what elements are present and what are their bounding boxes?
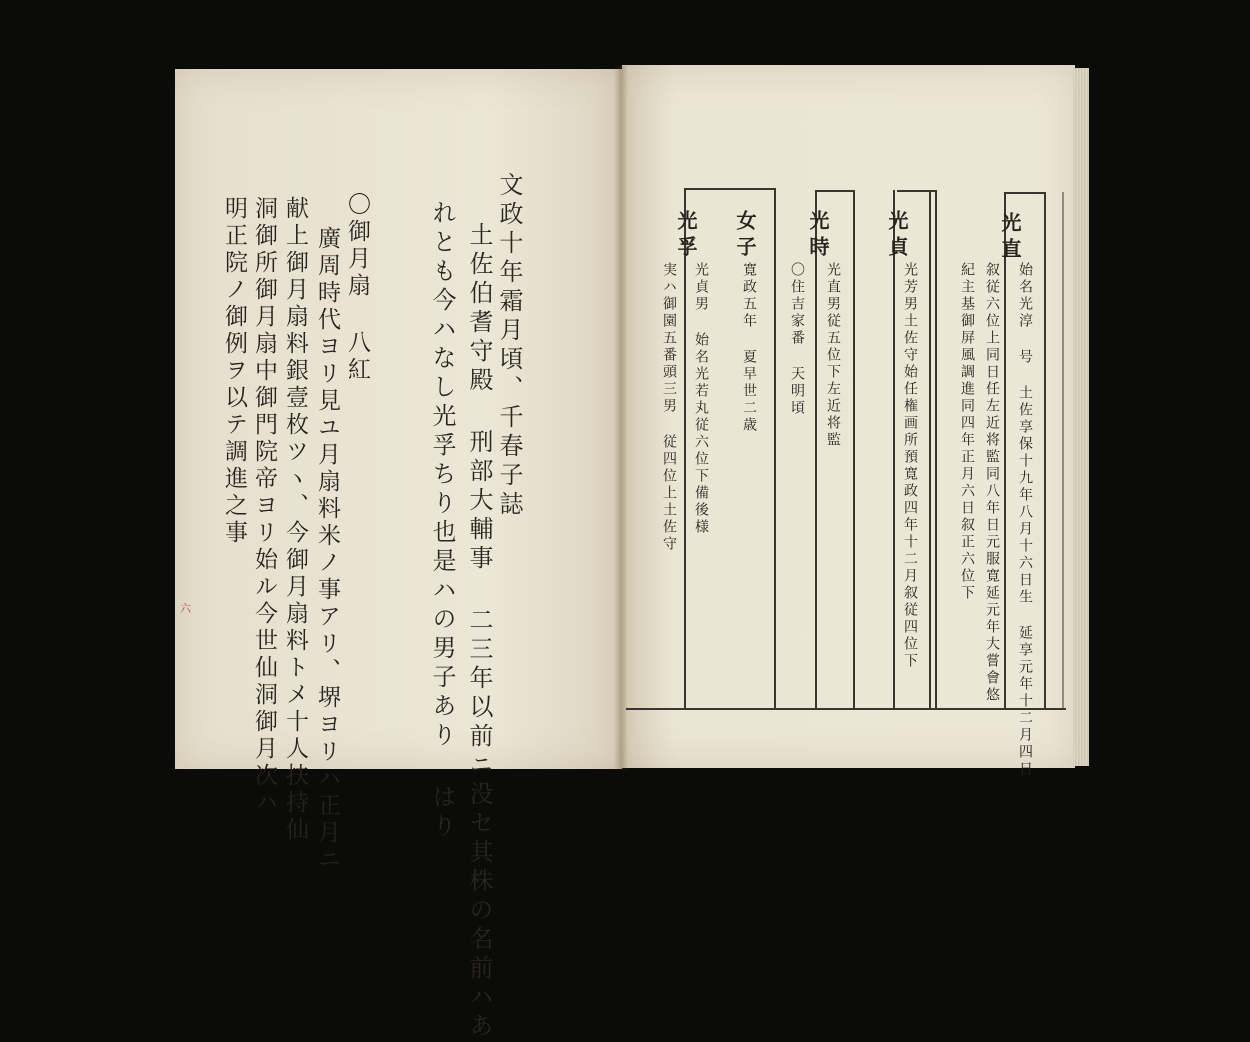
book-gutter bbox=[614, 66, 628, 770]
left-line-8: 明正院ノ御例ヲ以テ調進之事 bbox=[221, 196, 247, 547]
entry-detail-line: 〇住吉家番 天明頃 bbox=[789, 262, 805, 417]
left-line-5: 廣周時代ヨリ見ユ月扇料米ノ事アリ、堺ヨリハ正月ニ bbox=[314, 226, 340, 874]
entry-detail-line: 始名光淳 号 土佐享保十九年八月十六日生 延享元年十二月四日 bbox=[1017, 262, 1033, 778]
genealogy-rule bbox=[1004, 192, 1046, 194]
page-edges bbox=[1073, 68, 1089, 766]
genealogy-rule bbox=[935, 190, 937, 708]
genealogy-rule bbox=[817, 190, 855, 192]
right-page bbox=[622, 65, 1075, 768]
genealogy-rule bbox=[929, 190, 931, 708]
genealogy-rule bbox=[626, 708, 1066, 710]
genealogy-rule bbox=[1062, 192, 1064, 708]
genealogy-rule bbox=[893, 190, 895, 708]
left-line-1: 文政十年霜月頃、千春子誌 bbox=[495, 172, 523, 520]
entry-name-daughter: 女子 bbox=[733, 210, 757, 262]
genealogy-rule bbox=[1004, 192, 1006, 708]
entry-detail-line: 光芳男土佐守始任権画所預寛政四年十二月叙従四位下 bbox=[902, 262, 918, 670]
genealogy-rule bbox=[853, 190, 855, 708]
entry-detail-line: 叙従六位上同日任左近将監同八年日元服寛延元年大嘗會悠 bbox=[984, 262, 1000, 704]
entry-name-mitsutoki: 光時 bbox=[806, 210, 830, 262]
entry-detail-line: 光直男従五位下左近将監 bbox=[825, 262, 841, 449]
genealogy-rule bbox=[684, 188, 776, 190]
entry-detail-line: 紀主基御屏風調進同四年正月六日叙正六位下 bbox=[959, 262, 975, 602]
left-line-6: 献上御月扇料銀壹枚ツヽ、今御月扇料トメ十人扶持仙 bbox=[282, 196, 308, 844]
entry-name-mitsusada: 光貞 bbox=[885, 210, 909, 262]
left-line-4: 〇御月扇 八紅 bbox=[344, 192, 370, 384]
left-line-7: 洞御所御月扇中御門院帝ヨリ始ル今世仙洞御月次ハ bbox=[251, 196, 277, 817]
entry-detail-line: 寛政五年 夏早世二歳 bbox=[741, 262, 757, 434]
genealogy-rule bbox=[774, 188, 776, 708]
genealogy-rule bbox=[1044, 192, 1046, 708]
entry-name-mitsunao: 光直 bbox=[998, 212, 1022, 264]
left-line-3: れとも今ハなし光孚ちり也是ハの男子あり はり bbox=[428, 200, 456, 842]
entry-name-mitsuzane: 光孚 bbox=[674, 210, 698, 262]
entry-detail-line: 実ハ御園五番頭三男 従四位上土佐守 bbox=[661, 262, 677, 553]
left-line-2: 土佐伯耆守殿 刑部大輔事 二三年以前ニ没セ其株の名前ハあ bbox=[465, 222, 493, 1042]
page-number: 六 bbox=[180, 602, 191, 615]
entry-detail-line: 光貞男 始名光若丸従六位下備後様 bbox=[693, 262, 709, 536]
genealogy-rule bbox=[897, 190, 937, 192]
genealogy-rule bbox=[815, 190, 817, 708]
genealogy-rule bbox=[684, 188, 686, 708]
